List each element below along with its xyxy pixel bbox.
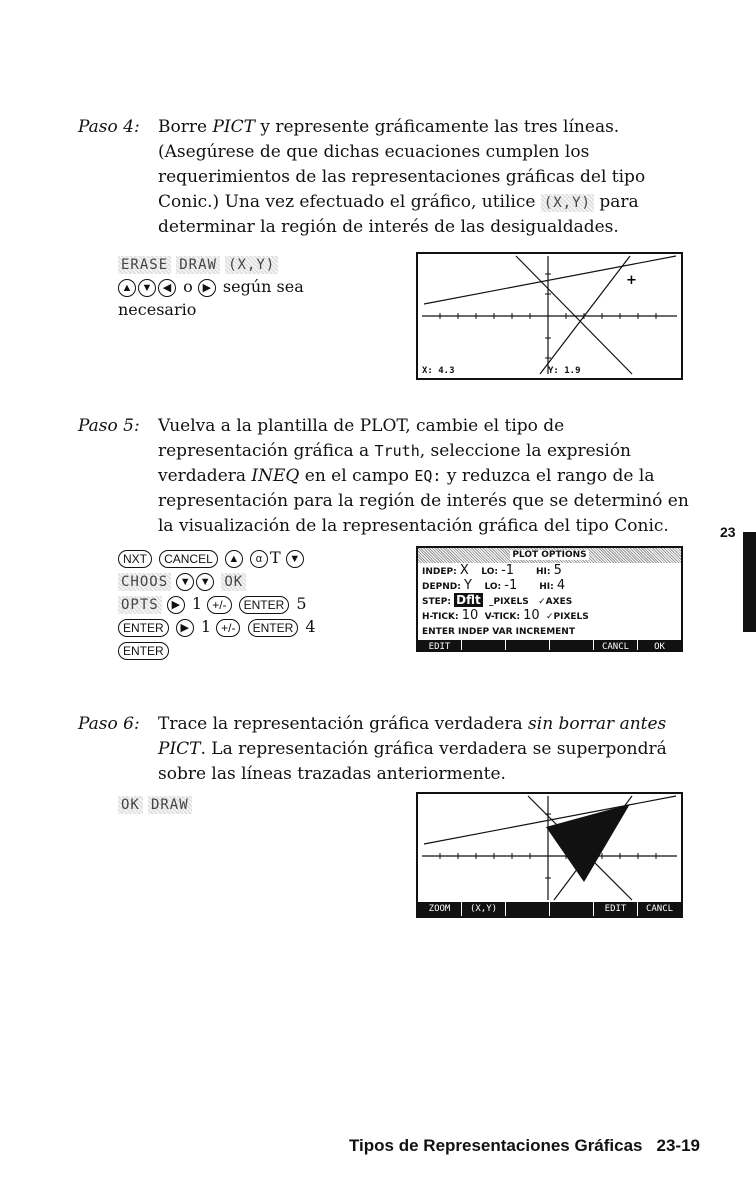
x-coordinate: X: 4.3 <box>422 366 455 376</box>
plot-options-screen <box>416 546 683 652</box>
step-4-label: Paso 4: <box>78 117 140 137</box>
footer-title: Tipos de Representaciones Gráficas <box>348 1136 643 1155</box>
menu-cancl: CANCL <box>594 640 638 652</box>
enter-key: ENTER <box>118 619 169 637</box>
opts-softkey: OPTS <box>118 596 162 614</box>
step-4-text: Borre PICT y represente gráficamente las tres líneas. (Asegúrese de que dichas ecuaciones cumplen los requerimientos de las representaciones gráficas del tipo Conic.) Una vez efectuado el gráfico, utilice (X,Y) para determinar la región de interés de las desigualdades. <box>158 117 646 237</box>
menu-edit: EDIT <box>418 640 462 652</box>
menu-blank <box>550 640 594 652</box>
cancel-key: CANCEL <box>159 550 218 568</box>
nxt-key: NXT <box>118 550 152 568</box>
indep-row: INDEP: X LO: -1 HI: 5 <box>422 563 562 578</box>
step-5-text: Vuelva a la plantilla de PLOT, cambie el tipo de representación gráfica a Truth, seleccione la expresión verdadera INEQ en el campo EQ: y reduzca el rango de la representación para la región de interés que se determinó en la visualización de la representación gráfica del tipo Conic. <box>158 416 689 536</box>
right-arrow-key: ▶ <box>167 596 185 614</box>
ok-softkey: OK <box>118 796 143 814</box>
menu-edit: EDIT <box>594 902 638 916</box>
draw-softkey: DRAW <box>176 256 220 274</box>
up-arrow-key: ▲ <box>118 279 136 297</box>
down-arrow-key: ▼ <box>196 573 214 591</box>
menu-cancl: CANCL <box>645 904 674 914</box>
plot-options-title: PLOT OPTIONS <box>418 548 681 563</box>
xy-softkey: (X,Y) <box>225 256 278 274</box>
down-arrow-key: ▼ <box>176 573 194 591</box>
softkey-menu <box>418 640 681 652</box>
erase-softkey: ERASE <box>118 256 171 274</box>
right-arrow-key: ▶ <box>198 279 216 297</box>
softkey-menu <box>418 902 681 916</box>
negate-key: +/- <box>216 619 240 637</box>
step-6-keys <box>118 792 388 815</box>
step-5-label: Paso 5: <box>78 416 140 436</box>
truth-plot <box>418 794 681 902</box>
up-arrow-key: ▲ <box>225 550 243 568</box>
conic-plot <box>418 254 681 378</box>
ok-softkey: OK <box>221 573 246 591</box>
down-arrow-key: ▼ <box>286 550 304 568</box>
enter-key: ENTER <box>118 642 169 660</box>
enter-key: ENTER <box>239 596 290 614</box>
page-number: 23-19 <box>656 1136 700 1155</box>
xy-softkey: (X,Y) <box>541 194 594 212</box>
alpha-key: α <box>250 550 268 568</box>
depnd-row: DEPND: Y LO: -1 HI: 4 <box>422 578 566 593</box>
chapter-number: 23 <box>720 524 736 540</box>
negate-key: +/- <box>207 596 231 614</box>
step-6-text: Trace la representación gráfica verdadera sin borrar antes PICT. La representación gráfica verdadera se superpondrá sobre las líneas trazadas anteriormente. <box>158 714 667 784</box>
menu-blank <box>506 640 550 652</box>
prompt-row: ENTER INDEP VAR INCREMENT <box>422 627 575 637</box>
step-6-label: Paso 6: <box>78 714 140 734</box>
step-5-keys: NXT CANCEL ▲ α T ▼ CHOOS ▼ ▼ OK OPTS ▶ 1 +/- ENTER 5 ENTER ▶ 1 +/- ENTER 4 ENTER <box>118 546 408 661</box>
tick-row: H-TICK: 10 V-TICK: 10 ✓PIXELS <box>422 608 589 623</box>
page-footer <box>330 1136 700 1156</box>
step-4-keys: ERASE DRAW (X,Y) ▲ ▼ ◀ o ▶ según sea necesario <box>118 257 304 319</box>
step-6 <box>78 712 698 792</box>
cursor-cross-icon: + <box>626 273 637 288</box>
draw-softkey: DRAW <box>148 796 192 814</box>
y-coordinate: Y: 1.9 <box>548 366 581 376</box>
menu-xy: (X,Y) <box>462 902 506 916</box>
menu-ok: OK <box>654 642 665 652</box>
chapter-tab <box>743 532 756 632</box>
menu-blank <box>462 640 506 652</box>
menu-blank <box>550 902 594 916</box>
truth-plot-screen <box>416 792 683 918</box>
enter-key: ENTER <box>248 619 299 637</box>
step-row: STEP: Dflt _PIXELS ✓AXES <box>422 593 573 607</box>
menu-zoom: ZOOM <box>418 902 462 916</box>
conic-plot-screen <box>416 252 683 380</box>
step-5 <box>78 414 698 544</box>
step-field: Dflt <box>456 593 481 607</box>
left-arrow-key: ◀ <box>158 279 176 297</box>
choos-softkey: CHOOS <box>118 573 171 591</box>
menu-blank <box>506 902 550 916</box>
down-arrow-key: ▼ <box>138 279 156 297</box>
right-arrow-key: ▶ <box>176 619 194 637</box>
step-4 <box>78 115 698 245</box>
